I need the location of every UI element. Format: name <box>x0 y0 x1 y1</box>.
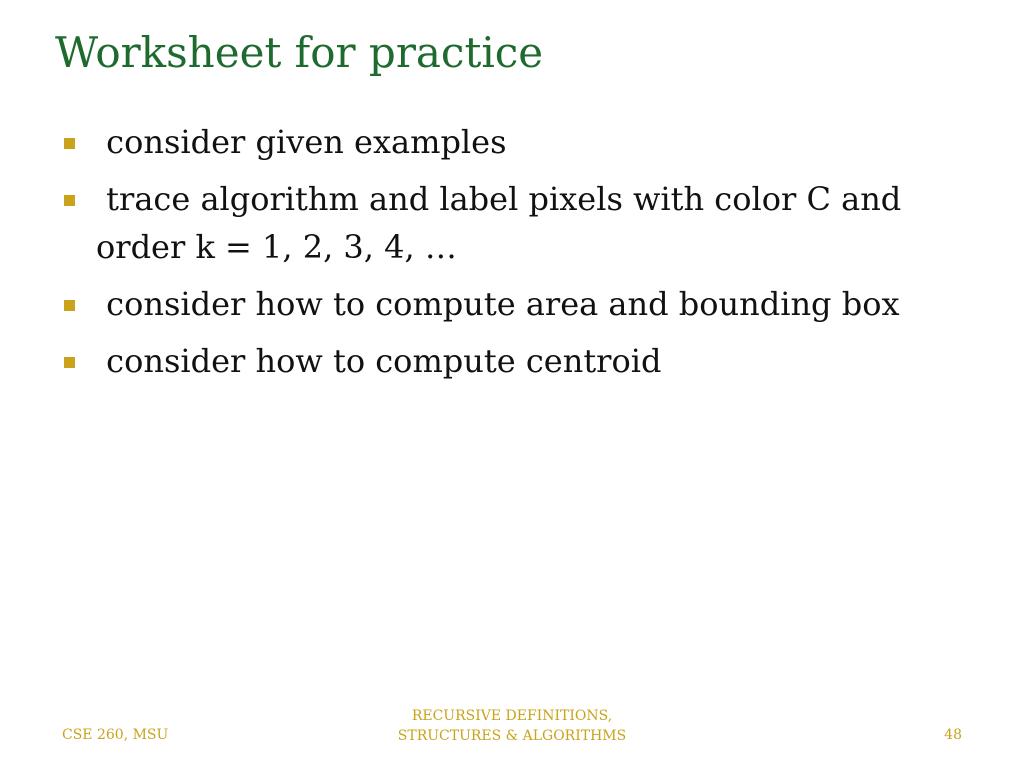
square-bullet-icon <box>64 300 75 311</box>
bullet-text: consider given examples <box>96 123 507 161</box>
bullet-item <box>64 337 944 385</box>
square-bullet-icon <box>64 138 75 149</box>
slide-number: 48 <box>944 727 962 743</box>
bullet-item <box>64 175 944 271</box>
bullet-list <box>64 118 944 394</box>
footer-topic <box>370 706 654 746</box>
bullet-text: consider how to compute area and bounding box <box>96 285 900 323</box>
footer-course-label: CSE 260, MSU <box>62 727 169 743</box>
square-bullet-icon <box>64 195 75 206</box>
square-bullet-icon <box>64 357 75 368</box>
bullet-item <box>64 280 944 328</box>
bullet-text: trace algorithm and label pixels with color C and order k = 1, 2, 3, 4, … <box>96 180 912 266</box>
bullet-text: consider how to compute centroid <box>96 342 662 380</box>
bullet-item <box>64 118 944 166</box>
footer-topic-line1: RECURSIVE DEFINITIONS, <box>411 708 613 724</box>
slide-title: Worksheet for practice <box>55 28 544 77</box>
footer-topic-line2: STRUCTURES & ALGORITHMS <box>397 728 627 744</box>
